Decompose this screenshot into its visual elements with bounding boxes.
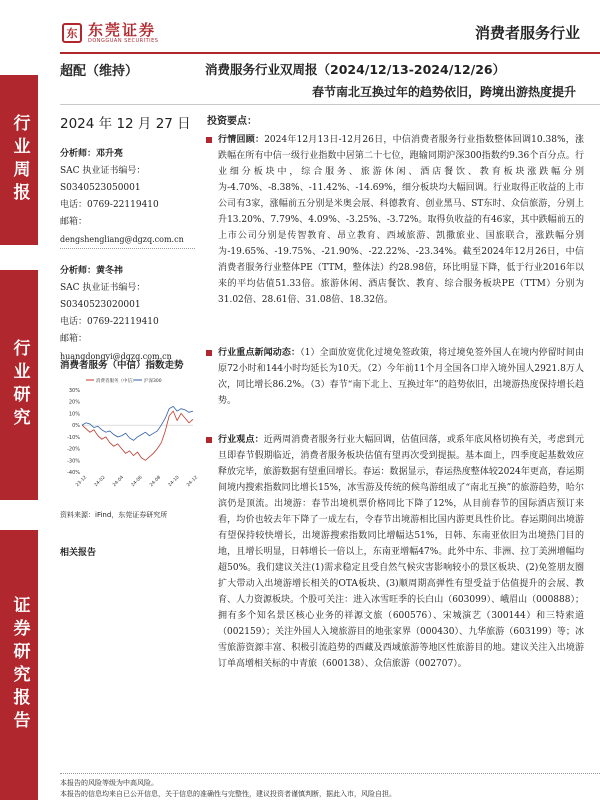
logo-text: 东莞证券 <box>88 20 157 39</box>
analyst-cert: S0340523050001 <box>60 183 141 193</box>
bullet-text: 2024年12月13日-12月26日，中信消费者服务行业指数整体回调10.38%，涨跌幅在所有中信一级行业指数中居第二十七位，跑输同期沪深300指数约9.36个百分点。行业细分板块中，综合服务、旅游休闲、酒店餐饮、教育板块涨跌幅分别为-4.70%、-8.38%、-11.42%、-14.69%，细分板块均大幅回调。行业取得正收益的上市公司有3家，涨幅前五分别是米奥会展、科德教育、创业黑马、ST东时、众信旅游，分别上升13.20%、7.79%、4.09%、-3.25%、-3.72%。取得负收益的有46家，其中跌幅前五的上市公司分别是传智教育、昂立教育、西域旅游、凯撒旅业、国旅联合，涨跌幅分别为-19.65%、-19.75%、-21.90%、-22.22%、-23.34%。截至2024年12月26日，中信消费者服务行业整体PE（TTM，整体法）约28.98倍，环比明显下降，低于行业2016年以来的平均估值51.33倍。旅游休闲、酒店餐饮、教育、综合服务板块PE（TTM）分别为31.02倍、28.61倍、31.08倍、18.32倍。 <box>218 135 584 305</box>
bullet-news <box>206 345 584 409</box>
analyst-name: 分析师：黄冬祎 <box>60 266 124 276</box>
bullet-text: 近两周消费者服务行业大幅回调，估值回落，或系年底风格切换有关，考虑到元旦即春节假期临近，消费者服务板块估值有望再次受到提振。基本面上，四季度起基数效应释放完毕，旅游数据有望重回增长。春运：数据显示，春运热度整体较2024年更高，春运期间境内搜索指数同比增长15%，冰雪游及传统的候鸟游组成了“南北互换”的旅游趋势，哈尔滨仍是顶流。出境游：春节出境机票价格同比下降了12%，从目前春节的国际酒店预订来看，均价也较去年下降了一成左右，令春节出境游相比国内游更具性价比。春运期间出境游有望保持较快增长，出境游搜索指数同比增幅达51%，日韩、东南亚依旧为出境热门目的地，且增长明显，日韩增长一倍以上，东南亚增幅47%。此外中东、非洲、拉丁美洲增幅均超50%。我们建议关注(1)需求稳定且受自然气候灾害影响较小的景区板块、(2)免签朋友圈扩大带动入出境游增长相关的OTA板块、(3)顺周期高弹性有望受益于估值提升的会展、教育、人力资源板块。个股可关注：进入冰雪旺季的长白山（603099）、峨眉山（000888）；拥有多个知名景区核心业务的祥源文旅（600576）、宋城演艺（300144）和三特索道（002159）；关注外国人入境旅游目的地张家界（000430）、九华旅游（603199）等；冰雪旅游资源丰富、积极引流趋势的西藏及西域旅游等地区性旅游目的地。建议关注入出境游订单高增相关标的中青旅（600138）、众信旅游（002707）。 <box>218 435 584 669</box>
series-line-1 <box>82 411 193 460</box>
bullet-market-review <box>206 132 584 308</box>
analyst-email-label: 邮箱： <box>60 217 88 227</box>
y-tick-label: -30% <box>67 458 80 465</box>
chart-source: 资料来源：iFind，东莞证券研究所 <box>60 511 168 519</box>
title-divider <box>60 104 600 105</box>
sidebar-block-research <box>0 270 38 500</box>
bullet-square-icon <box>206 350 212 356</box>
bullet-square-icon <box>206 437 212 443</box>
report-date: 2024 年 12 月 27 日 <box>60 116 191 132</box>
sidebar-label-research: 行业研究 <box>9 339 30 431</box>
report-title: 消费服务行业双周报（2024/12/13-2024/12/26） <box>205 62 506 77</box>
footer-divider <box>60 773 600 774</box>
x-tick-label: 24-06 <box>130 475 144 489</box>
header-divider <box>60 52 600 54</box>
related-reports-heading: 相关报告 <box>60 548 97 558</box>
x-tick-label: 23-12 <box>75 475 89 489</box>
y-tick-label: 0% <box>72 423 80 430</box>
analyst-cert-label: SAC 执业证书编号： <box>60 283 146 293</box>
y-tick-label: -10% <box>67 434 80 441</box>
y-tick-label: -20% <box>67 446 80 453</box>
footer-disclaimer: 本报告的信息均来自已公开信息，关于信息的准确性与完整性，建议投资者谨慎判断，据此入市，风险自担。 <box>60 790 396 798</box>
y-tick-label: 20% <box>68 399 80 406</box>
x-tick-label: 24-12 <box>186 475 200 489</box>
report-subtitle: 春节南北互换过年的趋势依旧，跨境出游热度提升 <box>311 85 576 99</box>
analyst-cert: S0340523020001 <box>60 300 141 310</box>
analyst-email-label: 邮箱： <box>60 334 88 344</box>
sidebar-label-report: 证券研究报告 <box>9 596 30 734</box>
sidebar-block-weekly <box>0 75 38 245</box>
company-logo <box>62 20 158 46</box>
chart-title: 消费者服务（中信）指数走势 <box>60 360 184 371</box>
logo-emblem-icon: 东 <box>62 23 82 43</box>
bullet-text: （1）全面放宽优化过境免签政策，将过境免签外国人在境内停留时间由原72小时和144小时均延长为10天。（2）今年前11个月全国各口岸入境外国人2921.8万人次，同比增长86.2%。（3）春节“南下北上、互换过年”的趋势依旧，出境游热度保持增长趋势。 <box>218 348 584 406</box>
y-tick-label: 30% <box>68 388 80 394</box>
legend-label: 沪深300 <box>144 379 162 384</box>
industry-label: 消费者服务行业 <box>474 24 580 42</box>
y-tick-label: 10% <box>68 411 80 418</box>
analyst-email[interactable]: dengshengliang@dgzq.com.cn <box>60 235 184 244</box>
points-heading: 投资要点： <box>207 116 257 127</box>
x-tick-label: 24-02 <box>93 475 107 489</box>
index-chart <box>60 372 200 502</box>
analyst-card <box>60 146 195 249</box>
series-line-2 <box>82 406 193 440</box>
bullet-head: 行情回顾： <box>218 135 265 145</box>
bullet-viewpoint <box>206 432 584 672</box>
analyst-email[interactable]: huangdongyi@dgzq.com.cn <box>60 352 172 361</box>
analyst-name: 分析师：邓升亮 <box>60 149 124 159</box>
legend-label: 消费者服务（中信） <box>96 379 137 384</box>
y-tick-label: -40% <box>67 470 80 476</box>
rating: 超配（维持） <box>60 64 139 79</box>
footer-risk: 本报告的风险等级为中高风险。 <box>60 779 158 787</box>
x-tick-label: 24-08 <box>149 475 163 489</box>
chart-svg <box>60 372 200 502</box>
analyst-phone: 电话：0769-22119410 <box>60 317 159 327</box>
x-tick-label: 24-04 <box>112 475 126 489</box>
x-tick-label: 24-10 <box>167 475 181 489</box>
bullet-square-icon <box>206 137 212 143</box>
analyst-cert-label: SAC 执业证书编号： <box>60 166 146 176</box>
analyst-card <box>60 263 195 365</box>
analyst-phone: 电话：0769-22119410 <box>60 200 159 210</box>
sidebar-label-weekly: 行业周报 <box>9 114 30 206</box>
bullet-head: 行业重点新闻动态： <box>218 348 301 358</box>
bullet-head: 行业观点： <box>218 435 264 445</box>
sidebar-block-report <box>0 530 38 800</box>
logo-subtext: DONGGUAN SECURITIES <box>88 37 159 44</box>
divider <box>60 248 195 249</box>
